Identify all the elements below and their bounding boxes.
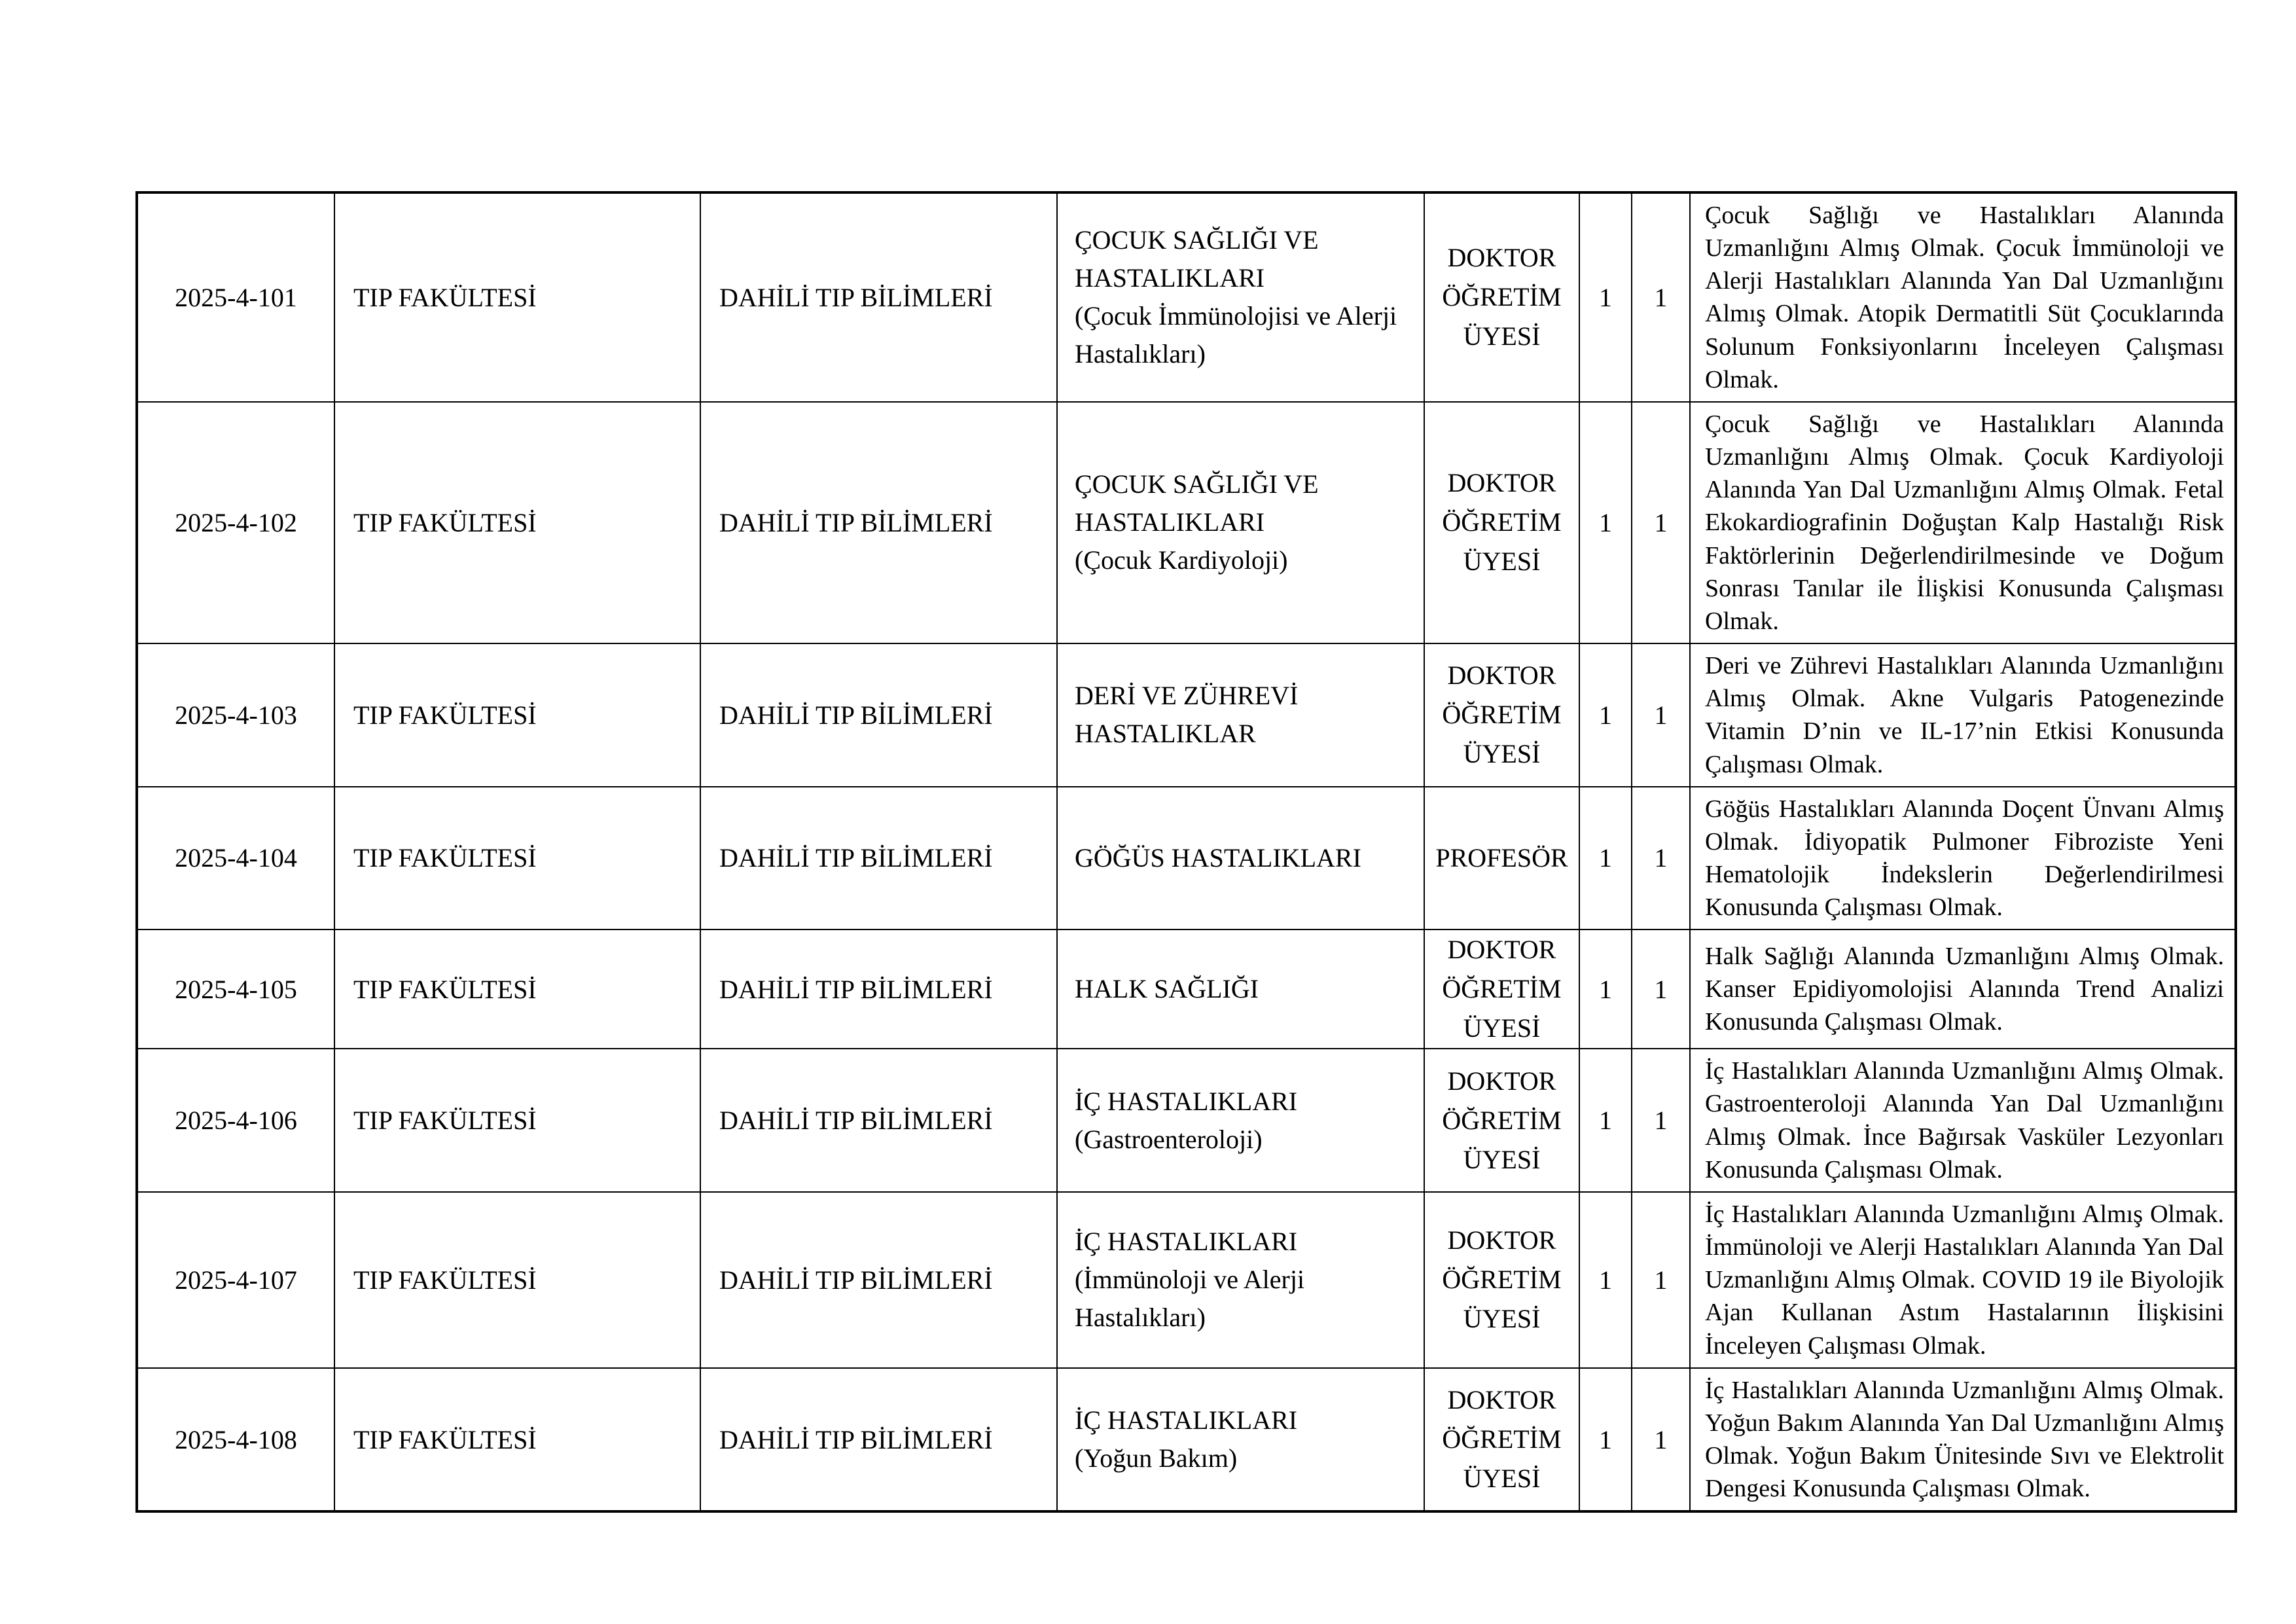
table-row (137, 929, 2236, 1049)
quota-cell: 1 (1579, 192, 1632, 402)
field-cell (1057, 192, 1424, 402)
faculty-cell: TIP FAKÜLTESİ (334, 192, 700, 402)
requirements-cell: İç Hastalıkları Alanında Uzmanlığını Almış Olmak. Gastroenteroloji Alanında Yan Dal Uzmanlığını Almış Olmak. İnce Bağırsak Vasküler Lezyonları Konusunda Çalışması Olmak. (1690, 1049, 2236, 1192)
requirements-cell: Göğüs Hastalıkları Alanında Doçent Ünvanı Almış Olmak. İdiyopatik Pulmoner Fibroziste Yeni Hematolojik İndekslerin Değerlendirilmesi Konusunda Çalışması Olmak. (1690, 787, 2236, 930)
academic-title-cell: DOKTOR ÖĞRETİM ÜYESİ (1424, 643, 1579, 787)
faculty-cell: TIP FAKÜLTESİ (334, 1192, 700, 1368)
quota-cell: 1 (1579, 402, 1632, 643)
department-cell: DAHİLİ TIP BİLİMLERİ (700, 402, 1057, 643)
field-sub-text: (İmmünoloji ve Alerji Hastalıkları) (1075, 1265, 1305, 1333)
position-code-cell: 2025-4-104 (137, 787, 334, 930)
field-main-text: İÇ HASTALIKLARI (1075, 1405, 1298, 1435)
department-cell: DAHİLİ TIP BİLİMLERİ (700, 1368, 1057, 1512)
field-cell (1057, 643, 1424, 787)
field-sub-text: (Çocuk Kardiyoloji) (1075, 545, 1288, 575)
table-row (137, 1049, 2236, 1192)
position-code-cell: 2025-4-101 (137, 192, 334, 402)
quota-cell: 1 (1579, 929, 1632, 1049)
faculty-cell: TIP FAKÜLTESİ (334, 1049, 700, 1192)
field-cell (1057, 929, 1424, 1049)
department-cell: DAHİLİ TIP BİLİMLERİ (700, 1049, 1057, 1192)
table-row (137, 643, 2236, 787)
degree-cell: 1 (1632, 1368, 1690, 1512)
department-cell: DAHİLİ TIP BİLİMLERİ (700, 787, 1057, 930)
faculty-cell: TIP FAKÜLTESİ (334, 643, 700, 787)
academic-title-cell: DOKTOR ÖĞRETİM ÜYESİ (1424, 1368, 1579, 1512)
table-row (137, 787, 2236, 930)
academic-title-cell: PROFESÖR (1424, 787, 1579, 930)
field-sub-text: (Gastroenteroloji) (1075, 1124, 1263, 1154)
positions-table (135, 191, 2237, 1513)
faculty-cell: TIP FAKÜLTESİ (334, 1368, 700, 1512)
field-main-text: DERİ VE ZÜHREVİ HASTALIKLAR (1075, 681, 1299, 749)
field-main-text: ÇOCUK SAĞLIĞI VE HASTALIKLARI (1075, 225, 1319, 293)
faculty-cell: TIP FAKÜLTESİ (334, 929, 700, 1049)
position-code-cell: 2025-4-105 (137, 929, 334, 1049)
field-cell (1057, 1049, 1424, 1192)
field-main-text: İÇ HASTALIKLARI (1075, 1086, 1298, 1116)
table-row (137, 192, 2236, 402)
field-cell (1057, 1192, 1424, 1368)
position-code-cell: 2025-4-107 (137, 1192, 334, 1368)
quota-cell: 1 (1579, 1049, 1632, 1192)
quota-cell: 1 (1579, 1368, 1632, 1512)
quota-cell: 1 (1579, 643, 1632, 787)
department-cell: DAHİLİ TIP BİLİMLERİ (700, 643, 1057, 787)
quota-cell: 1 (1579, 787, 1632, 930)
requirements-cell: Çocuk Sağlığı ve Hastalıkları Alanında Uzmanlığını Almış Olmak. Çocuk Kardiyoloji Alanında Yan Dal Uzmanlığını Almış Olmak. Fetal Ekokardiografinin Doğuştan Kalp Hastalığı Risk Faktörlerinin Değerlendirilmesinde ve Doğum Sonrası Tanılar ile İlişkisi Konusunda Çalışması Olmak. (1690, 402, 2236, 643)
position-code-cell: 2025-4-103 (137, 643, 334, 787)
degree-cell: 1 (1632, 929, 1690, 1049)
degree-cell: 1 (1632, 1049, 1690, 1192)
department-cell: DAHİLİ TIP BİLİMLERİ (700, 1192, 1057, 1368)
department-cell: DAHİLİ TIP BİLİMLERİ (700, 929, 1057, 1049)
faculty-cell: TIP FAKÜLTESİ (334, 402, 700, 643)
academic-title-cell: DOKTOR ÖĞRETİM ÜYESİ (1424, 402, 1579, 643)
academic-title-cell: DOKTOR ÖĞRETİM ÜYESİ (1424, 192, 1579, 402)
requirements-cell: Deri ve Zührevi Hastalıkları Alanında Uzmanlığını Almış Olmak. Akne Vulgaris Patogenezinde Vitamin D’nin ve IL-17’nin Etkisi Konusunda Çalışması Olmak. (1690, 643, 2236, 787)
quota-cell: 1 (1579, 1192, 1632, 1368)
degree-cell: 1 (1632, 402, 1690, 643)
field-main-text: HALK SAĞLIĞI (1075, 974, 1259, 1004)
degree-cell: 1 (1632, 787, 1690, 930)
position-code-cell: 2025-4-108 (137, 1368, 334, 1512)
table-row (137, 402, 2236, 643)
table-row (137, 1368, 2236, 1512)
requirements-cell: Çocuk Sağlığı ve Hastalıkları Alanında Uzmanlığını Almış Olmak. Çocuk İmmünoloji ve Alerji Hastalıkları Alanında Yan Dal Uzmanlığını Almış Olmak. Atopik Dermatitli Süt Çocuklarında Solunum Fonksiyonlarını İnceleyen Çalışması Olmak. (1690, 192, 2236, 402)
field-main-text: GÖĞÜS HASTALIKLARI (1075, 842, 1361, 873)
field-sub-text: (Çocuk İmmünolojisi ve Alerji Hastalıkları) (1075, 301, 1397, 369)
degree-cell: 1 (1632, 643, 1690, 787)
field-cell (1057, 787, 1424, 930)
field-cell (1057, 1368, 1424, 1512)
requirements-cell: Halk Sağlığı Alanında Uzmanlığını Almış Olmak. Kanser Epidiyomolojisi Alanında Trend Analizi Konusunda Çalışması Olmak. (1690, 929, 2236, 1049)
field-main-text: ÇOCUK SAĞLIĞI VE HASTALIKLARI (1075, 469, 1319, 537)
field-sub-text: (Yoğun Bakım) (1075, 1443, 1238, 1473)
requirements-cell: İç Hastalıkları Alanında Uzmanlığını Almış Olmak. İmmünoloji ve Alerji Hastalıkları Alanında Yan Dal Uzmanlığını Almış Olmak. COVID 19 ile Biyolojik Ajan Kullanan Astım Hastalarının İlişkisini İnceleyen Çalışması Olmak. (1690, 1192, 2236, 1368)
degree-cell: 1 (1632, 1192, 1690, 1368)
position-code-cell: 2025-4-102 (137, 402, 334, 643)
department-cell: DAHİLİ TIP BİLİMLERİ (700, 192, 1057, 402)
field-cell (1057, 402, 1424, 643)
academic-title-cell: DOKTOR ÖĞRETİM ÜYESİ (1424, 1192, 1579, 1368)
degree-cell: 1 (1632, 192, 1690, 402)
position-code-cell: 2025-4-106 (137, 1049, 334, 1192)
requirements-cell: İç Hastalıkları Alanında Uzmanlığını Almış Olmak. Yoğun Bakım Alanında Yan Dal Uzmanlığını Almış Olmak. Yoğun Bakım Ünitesinde Sıvı ve Elektrolit Dengesi Konusunda Çalışması Olmak. (1690, 1368, 2236, 1512)
faculty-cell: TIP FAKÜLTESİ (334, 787, 700, 930)
field-main-text: İÇ HASTALIKLARI (1075, 1227, 1298, 1257)
academic-title-cell: DOKTOR ÖĞRETİM ÜYESİ (1424, 929, 1579, 1049)
table-row (137, 1192, 2236, 1368)
academic-title-cell: DOKTOR ÖĞRETİM ÜYESİ (1424, 1049, 1579, 1192)
